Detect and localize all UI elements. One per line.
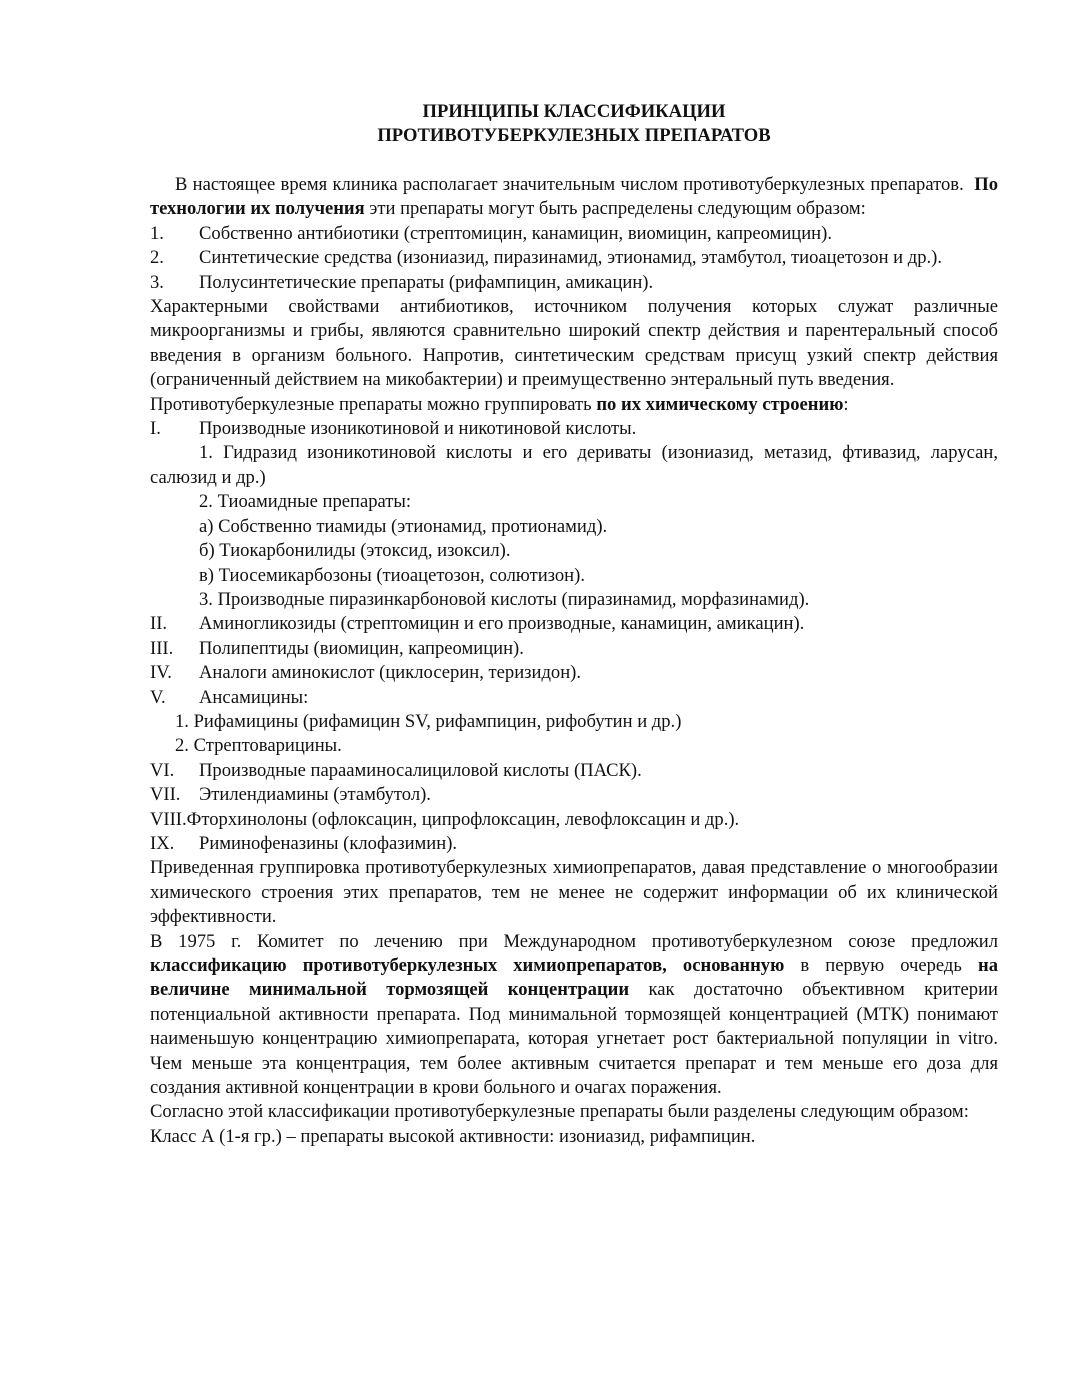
chem-intro-text: Противотуберкулезные препараты можно группировать xyxy=(150,393,592,415)
intro-text-1: В настоящее время клиника располагает значительным числом противотуберкулезных препаратов. xyxy=(175,174,964,195)
group-text: Ансамицины: xyxy=(199,686,309,708)
chem-intro-bold: по их химическому строению xyxy=(596,393,844,415)
committee-paragraph xyxy=(150,930,998,1101)
group-1-sub-2c: в) Тиосемикарбозоны (тиоацетозон, солютизон). xyxy=(199,564,585,586)
list-marker: 2. xyxy=(150,247,164,269)
group-marker: III. xyxy=(150,637,174,659)
group-5-sub-1: 1. Рифамицины (рифамицин SV, рифампицин, рифобутин и др.) xyxy=(175,710,682,732)
title-gap xyxy=(150,148,998,173)
group-9 xyxy=(150,832,998,856)
tech-list-item-1 xyxy=(150,222,998,246)
group-1-sub-3: 3. Производные пиразинкарбоновой кислоты (пиразинамид, морфазинамид). xyxy=(199,588,810,610)
group-1-sub-2a: а) Собственно тиамиды (этионамид, протионамид). xyxy=(199,515,608,537)
group-3 xyxy=(150,637,998,661)
tech-list-item-3 xyxy=(150,271,998,295)
group-7 xyxy=(150,783,998,807)
group-marker: I. xyxy=(150,418,161,440)
group-2 xyxy=(150,612,998,636)
group-1-sub-1: 1. Гидразид изоникотиновой кислоты и его дериваты (изониазид, метазид, фтивазид, ларусан, салюзид и др.) xyxy=(150,442,998,488)
group-text: Производные изоникотиновой и никотиновой кислоты. xyxy=(199,418,637,440)
committee-text-3: как достаточно объективном критерии потенциальной активности препарата. Под минимальной тормозящей концентрацией (МТК) понимают наименьшую концентрацию химиопрепарата, которая угнетает рост бактериальной популяции in vitro. Чем меньше эта концентрация, тем более активным считается препарат и тем меньше его доза для создания активной концентрации в крови больного и очагах поражения. xyxy=(150,979,999,1099)
group-1 xyxy=(150,417,998,441)
class-a-line: Класс А (1-я гр.) – препараты высокой активности: изониазид, рифампицин. xyxy=(150,1125,756,1147)
group-1-sub-2: 2. Тиоамидные препараты: xyxy=(199,491,412,513)
antibiotics-paragraph: Характерными свойствами антибиотиков, источником получения которых служат различные микроорганизмы и грибы, являются сравнительно широкий спектр действия и парентеральный способ введения в организм больного. Напротив, синтетическим средствам присущ узкий спектр действия (ограниченный действием на микобактерии) и преимущественно энтеральный путь введения. xyxy=(150,296,998,391)
group-marker: IV. xyxy=(150,662,172,684)
intro-paragraph xyxy=(150,173,998,222)
group-marker: VI. xyxy=(150,759,175,781)
group-text: Полипептиды (виомицин, капреомицин). xyxy=(199,637,524,659)
document-title-line-2: ПРОТИВОТУБЕРКУЛЕЗНЫХ ПРЕПАРАТОВ xyxy=(377,125,771,146)
list-marker: 1. xyxy=(150,222,164,244)
committee-text-1: В 1975 г. Комитет по лечению при Международном противотуберкулезном союзе предложил xyxy=(150,930,998,952)
document-page xyxy=(150,100,998,1149)
group-text: Аминогликозиды (стрептомицин и его производные, канамицин, амикацин). xyxy=(199,613,805,635)
intro-text-2: эти препараты могут быть распределены следующим образом: xyxy=(369,198,866,220)
group-8: VIII.Фторхинолоны (офлоксацин, ципрофлоксацин, левофлоксацин и др.). xyxy=(150,808,740,830)
group-4 xyxy=(150,661,998,685)
committee-text-2: в первую очередь xyxy=(800,955,962,976)
list-marker: 3. xyxy=(150,271,164,293)
group-text: Аналоги аминокислот (циклосерин, теризидон). xyxy=(199,662,582,684)
chem-structure-intro xyxy=(150,393,998,417)
group-marker: V. xyxy=(150,686,166,708)
group-5 xyxy=(150,686,998,710)
classification-intro: Согласно этой классификации противотуберкулезные препараты были разделены следующим образом: xyxy=(150,1101,969,1123)
list-item-text: Полусинтетические препараты (рифампицин, амикацин). xyxy=(199,271,654,293)
group-5-sub-2: 2. Стрептоварицины. xyxy=(175,735,342,757)
group-6 xyxy=(150,759,998,783)
group-marker: VII. xyxy=(150,784,181,806)
list-item-text: Синтетические средства (изониазид, пиразинамид, этионамид, этамбутол, тиоацетозон и др.). xyxy=(199,247,943,269)
group-text: Риминофеназины (клофазимин). xyxy=(199,832,458,854)
grouping-paragraph: Приведенная группировка противотуберкулезных химиопрепаратов, давая представление о многообразии химического строения этих препаратов, тем не менее не содержит информации об их клинической эффективности. xyxy=(150,857,998,928)
group-text: Производные парааминосалициловой кислоты (ПАСК). xyxy=(199,759,642,781)
group-text: Этилендиамины (этамбутол). xyxy=(199,784,431,806)
group-marker: IX. xyxy=(150,832,175,854)
committee-bold-1: классификацию противотуберкулезных химиопрепаратов, основанную xyxy=(150,955,785,976)
committee-bold-2: на величине минимальной тормозящей концентрации xyxy=(150,955,998,1001)
document-title-line-1: ПРИНЦИПЫ КЛАССИФИКАЦИИ xyxy=(422,101,726,122)
group-marker: II. xyxy=(150,613,168,635)
intro-bold-phrase: По технологии их получения xyxy=(150,174,999,220)
chem-intro-tail: : xyxy=(843,393,849,415)
tech-list-item-2 xyxy=(150,246,998,270)
list-item-text: Собственно антибиотики (стрептомицин, канамицин, виомицин, капреомицин). xyxy=(199,222,832,244)
group-1-sub-2b: б) Тиокарбонилиды (этоксид, изоксил). xyxy=(199,540,511,562)
